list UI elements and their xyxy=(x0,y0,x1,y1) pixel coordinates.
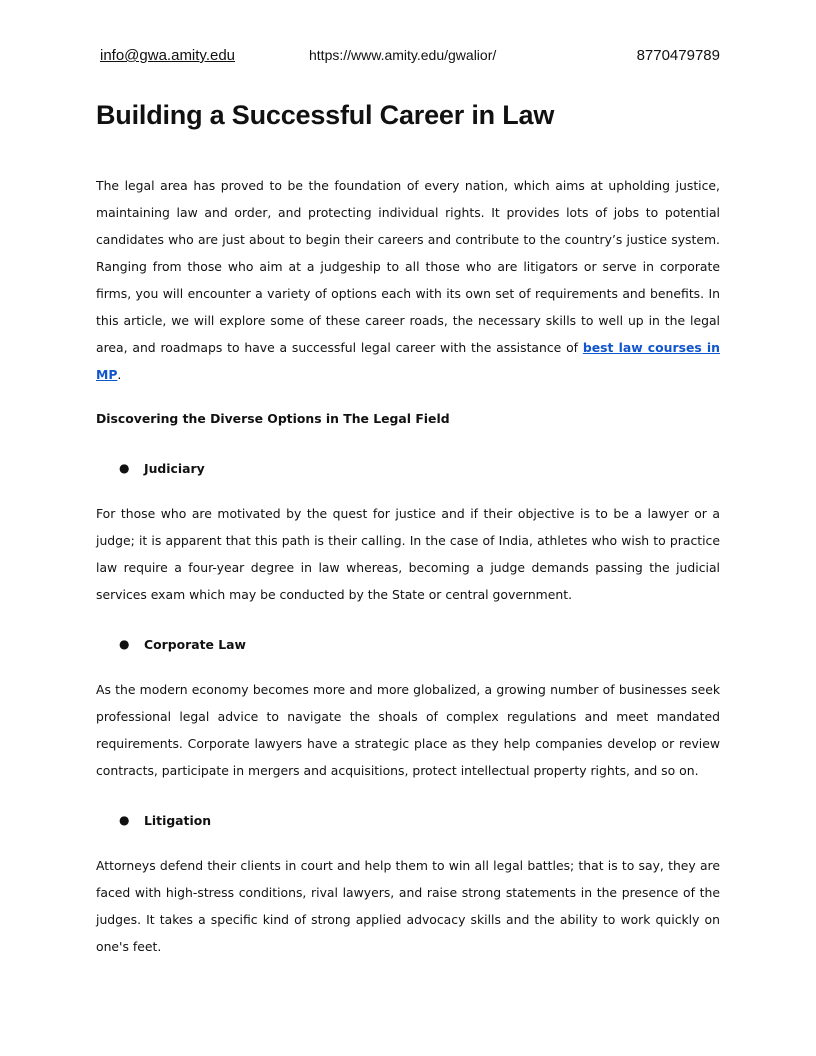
bullet-icon: ● xyxy=(119,813,130,827)
bullet-icon: ● xyxy=(119,637,130,651)
bullet-label: Judiciary xyxy=(144,461,205,476)
law-courses-link[interactable]: best law courses in MP xyxy=(96,340,720,382)
header-phone: 8770479789 xyxy=(636,47,720,64)
intro-end: . xyxy=(117,367,122,382)
intro-paragraph xyxy=(96,172,720,388)
bullet-label: Litigation xyxy=(144,813,212,828)
header-email-link[interactable]: info@gwa.amity.edu xyxy=(100,47,236,64)
bullet-litigation xyxy=(96,807,720,834)
page-title: Building a Successful Career in Law xyxy=(96,100,555,130)
page-header xyxy=(100,47,720,67)
bullet-corporate-law xyxy=(96,631,720,658)
judiciary-paragraph: For those who are motivated by the quest for justice and if their objective is to be a lawyer or a judge; it is apparent that this path is their calling. In the case of India, athletes who wish to practice law require a four-year degree in law whereas, becoming a judge demands passing the judicial services exam which may be conducted by the State or central government. xyxy=(96,506,720,602)
bullet-judiciary xyxy=(96,455,720,482)
bullet-icon: ● xyxy=(119,461,130,475)
article xyxy=(96,96,720,960)
litigation-paragraph: Attorneys defend their clients in court and help them to win all legal battles; that is to say, they are faced with high-stress conditions, rival lawyers, and raise strong statements in the presence of the judges. It takes a specific kind of strong applied advocacy skills and the ability to work quickly on one's feet. xyxy=(96,858,720,954)
header-url: https://www.amity.edu/gwalior/ xyxy=(309,47,497,63)
bullet-label: Corporate Law xyxy=(144,637,246,652)
section-heading: Discovering the Diverse Options in The Legal Field xyxy=(96,411,450,426)
corporate-law-paragraph: As the modern economy becomes more and more globalized, a growing number of businesses seek professional legal advice to navigate the shoals of complex regulations and meet mandated requirements. Corporate lawyers have a strategic place as they help companies develop or review contracts, participate in mergers and acquisitions, protect intellectual property rights, and so on. xyxy=(96,682,720,778)
intro-text: The legal area has proved to be the foundation of every nation, which aims at upholding justice, maintaining law and order, and protecting individual rights. It provides lots of jobs to potential candidates who are just about to begin their careers and contribute to the country’s justice system. Ranging from those who aim at a judgeship to all those who are litigators or serve in corporate firms, you will encounter a variety of options each with its own set of requirements and benefits. In this article, we will explore some of these career roads, the necessary skills to well up in the legal area, and roadmaps to have a successful legal career with the assistance of xyxy=(96,178,720,355)
